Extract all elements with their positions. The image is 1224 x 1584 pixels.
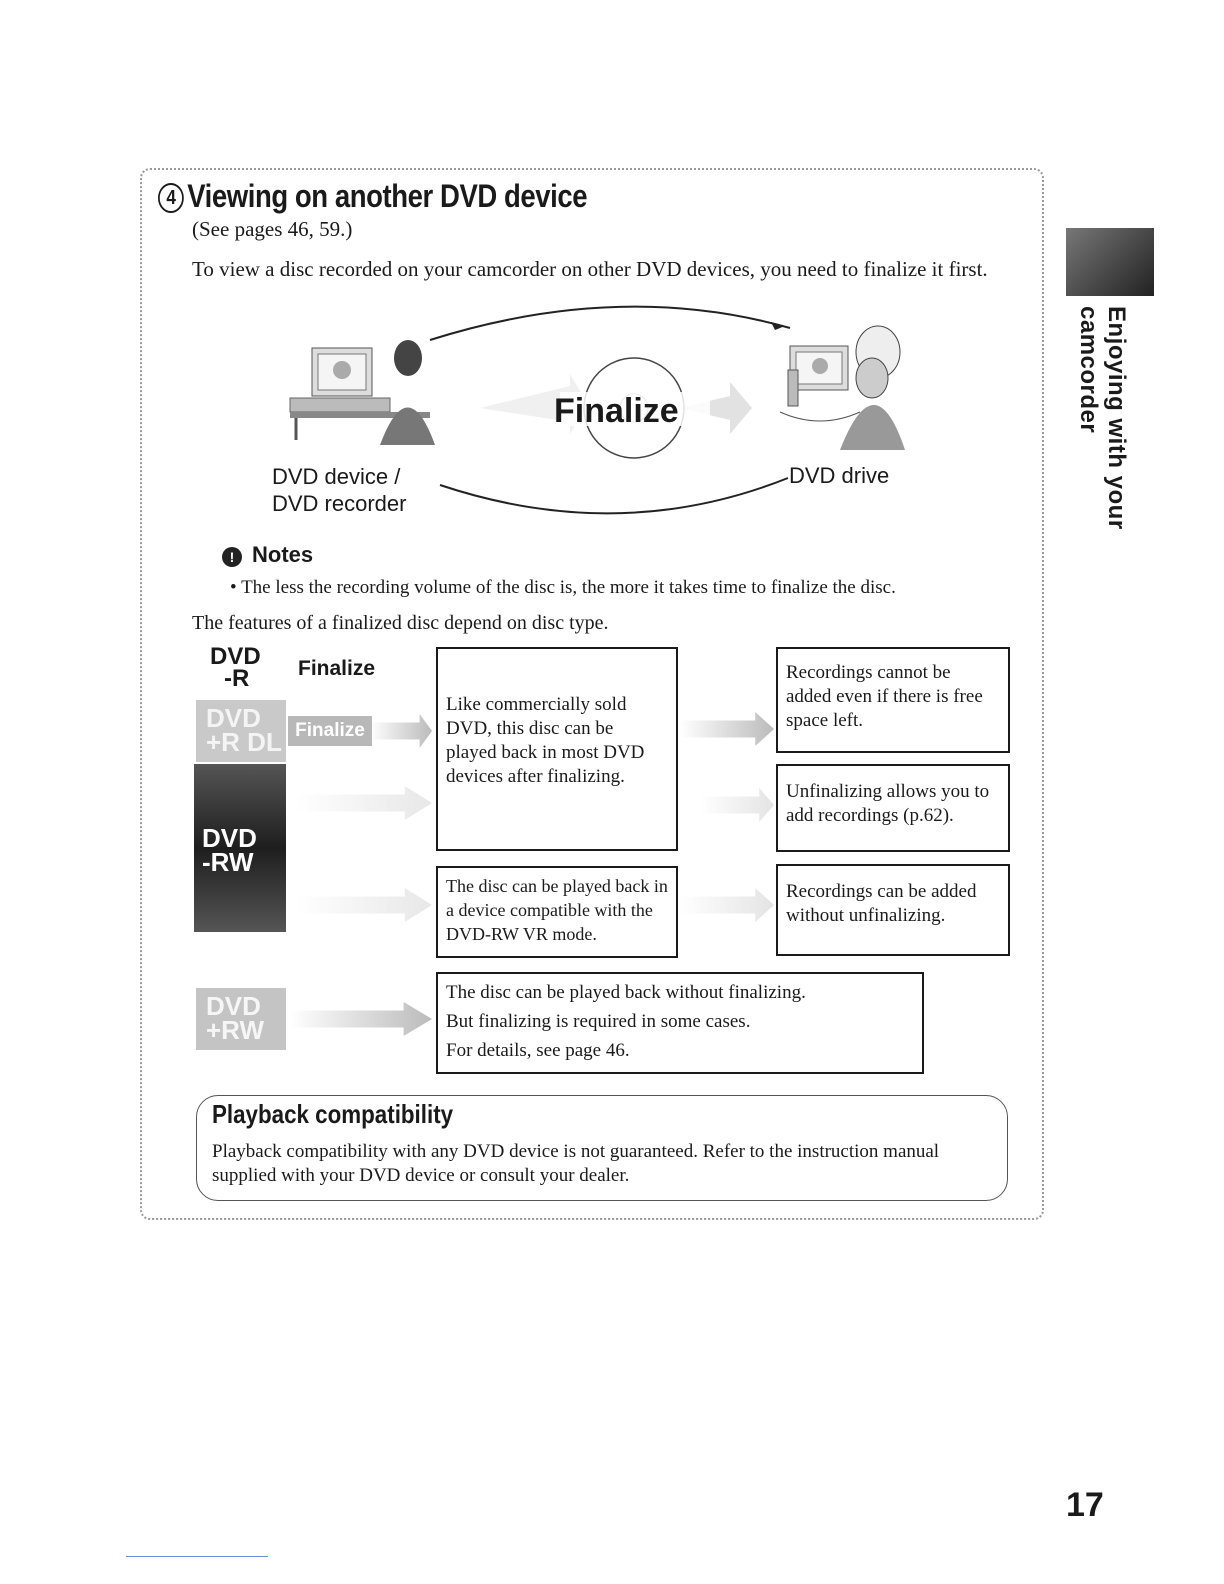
compatibility-text: Playback compatibility with any DVD device is not guaranteed. Refer to the instruction manual supplied with your DVD device or consult your dealer. bbox=[212, 1141, 940, 1186]
vr-mode-box: The disc can be played back in a device compatible with the DVD-RW VR mode. bbox=[436, 866, 678, 958]
section-title bbox=[158, 178, 587, 215]
left-device-line2: DVD recorder bbox=[272, 491, 407, 516]
dvd-r-dl-line1: DVD bbox=[206, 703, 261, 733]
see-pages: (See pages 46, 59.) bbox=[192, 217, 353, 241]
dvd-drive-illustration bbox=[780, 326, 905, 450]
top-arc-arrowhead bbox=[771, 322, 785, 330]
dvd-rw-line1: DVD bbox=[202, 823, 257, 853]
intro-text: To view a disc recorded on your camcorder on other DVD devices, you need to finalize it first. bbox=[192, 257, 988, 281]
dvd-rw-line2: -RW bbox=[202, 847, 254, 877]
finalize-text: Finalize bbox=[298, 657, 376, 680]
cannot-add-box: Recordings cannot be added even if there is free space left. bbox=[776, 647, 1010, 753]
section-title-text: Viewing on another DVD device bbox=[187, 178, 588, 214]
unfinalize-box: Unfinalizing allows you to add recordings (p.62). bbox=[776, 764, 1010, 852]
footer-rule bbox=[126, 1556, 268, 1557]
chapter-tab-label: Enjoying with your camcorder bbox=[1075, 306, 1130, 530]
compatibility-heading: Playback compatibility bbox=[212, 1099, 454, 1129]
dvd-recorder-illustration bbox=[290, 340, 435, 445]
plus-rw-line3: For details, see page 46. bbox=[446, 1040, 630, 1061]
chapter-tab-marker bbox=[1066, 228, 1154, 296]
finalize-label: Finalize bbox=[554, 392, 679, 430]
dvd-r-label bbox=[210, 643, 261, 692]
commercial-dvd-box: Like commercially sold DVD, this disc can be played back in most DVD devices after finalizing. bbox=[436, 647, 678, 851]
left-device-line1: DVD device / bbox=[272, 464, 401, 489]
dvd-rw-label bbox=[202, 823, 257, 877]
notes-icon: ! bbox=[222, 547, 242, 567]
notes-heading-text: Notes bbox=[252, 542, 314, 567]
can-add-box: Recordings can be added without unfinalizing. bbox=[776, 864, 1010, 956]
right-device-label: DVD drive bbox=[789, 463, 890, 488]
dvd-r-line2: -R bbox=[224, 665, 250, 692]
plus-rw-line1: The disc can be played back without finalizing. bbox=[446, 982, 806, 1003]
dvd-r-dl-label bbox=[206, 703, 282, 757]
dvd-r-dl-line2: +R DL bbox=[206, 727, 282, 757]
notes-heading bbox=[222, 542, 313, 568]
dvd-plus-rw-label bbox=[206, 991, 265, 1045]
plus-rw-box bbox=[436, 972, 924, 1074]
features-intro: The features of a finalized disc depend on disc type. bbox=[192, 612, 609, 634]
top-arc bbox=[430, 307, 790, 340]
left-device-label bbox=[272, 463, 406, 517]
notes-item: • The less the recording volume of the disc is, the more it takes time to finalize the disc. bbox=[230, 577, 896, 598]
dvd-plus-rw-line2: +RW bbox=[206, 1015, 265, 1045]
notes-item-text: The less the recording volume of the disc is, the more it takes time to finalize the disc. bbox=[241, 577, 896, 598]
dvd-r-line1: DVD bbox=[210, 643, 261, 670]
section-number: 4 bbox=[158, 183, 184, 213]
dvd-plus-rw-line1: DVD bbox=[206, 991, 261, 1021]
plus-rw-line2: But finalizing is required in some cases. bbox=[446, 1011, 751, 1032]
page-number: 17 bbox=[1066, 1486, 1104, 1524]
finalize-chip: Finalize bbox=[288, 716, 372, 746]
bottom-arc bbox=[440, 478, 788, 513]
